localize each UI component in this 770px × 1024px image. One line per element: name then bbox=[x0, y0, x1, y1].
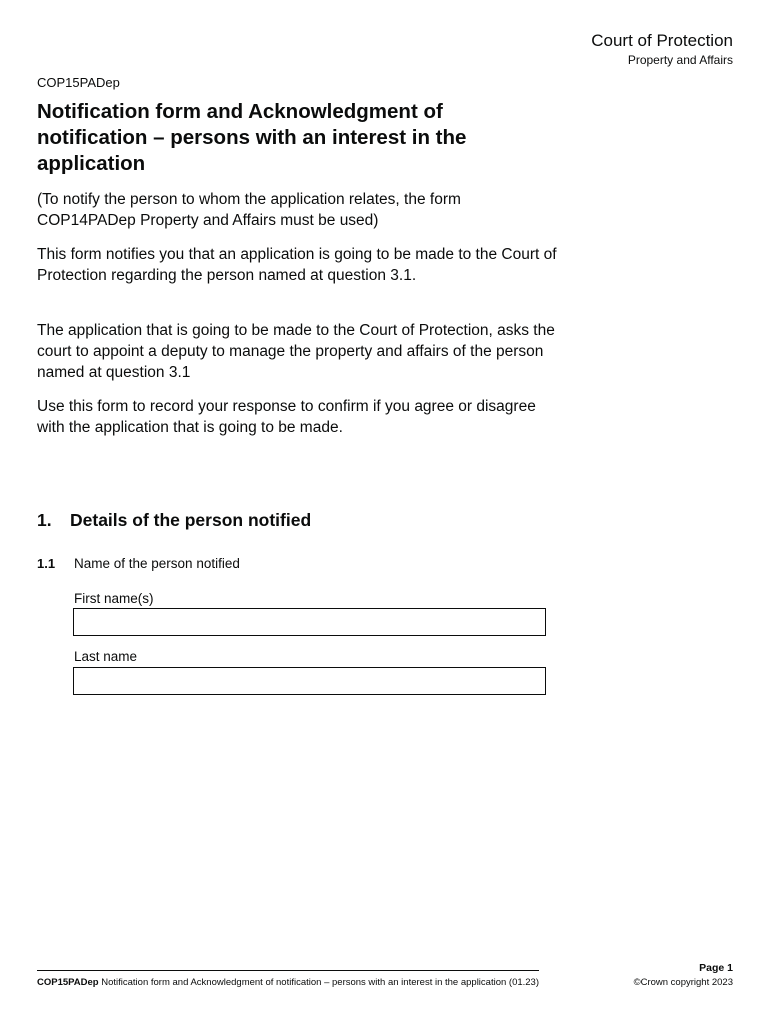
last-name-label: Last name bbox=[74, 649, 138, 664]
first-name-label: First name(s) bbox=[74, 591, 154, 606]
first-name-field[interactable] bbox=[73, 608, 546, 636]
court-subtitle: Property and Affairs bbox=[627, 53, 733, 67]
section-number: 1. bbox=[37, 510, 52, 530]
page-number: Page 1 bbox=[699, 962, 733, 974]
footer-form-reference bbox=[37, 977, 539, 989]
copyright-notice: ©Crown copyright 2023 bbox=[633, 977, 733, 988]
footer-form-code: COP15PADep bbox=[37, 977, 99, 988]
footer-divider bbox=[37, 970, 539, 971]
last-name-field[interactable] bbox=[73, 667, 546, 695]
question-number: 1.1 bbox=[37, 556, 56, 571]
footer-form-description: Notification form and Acknowledgment of notification – persons with an interest in the application (01.23) bbox=[101, 977, 540, 988]
section-title: Details of the person notified bbox=[70, 510, 312, 530]
form-code: COP15PADep bbox=[37, 75, 120, 90]
intro-paragraph: Use this form to record your response to confirm if you agree or disagree with the application that is going to be made. bbox=[37, 398, 536, 436]
intro-paragraph: The application that is going to be made to the Court of Protection, asks the court to appoint a deputy to manage the property and affairs of the person named at question 3.1 bbox=[37, 322, 555, 381]
intro-paragraph: This form notifies you that an application is going to be made to the Court of Protection regarding the person named at question 3.1. bbox=[37, 246, 557, 284]
question-label: Name of the person notified bbox=[74, 556, 240, 571]
intro-paragraph: (To notify the person to whom the application relates, the form COP14PADep Property and Affairs must be used) bbox=[37, 191, 461, 229]
section-heading bbox=[37, 509, 311, 531]
court-name: Court of Protection bbox=[591, 31, 733, 50]
page-title: Notification form and Acknowledgment of notification – persons with an interest in the application bbox=[37, 100, 467, 175]
